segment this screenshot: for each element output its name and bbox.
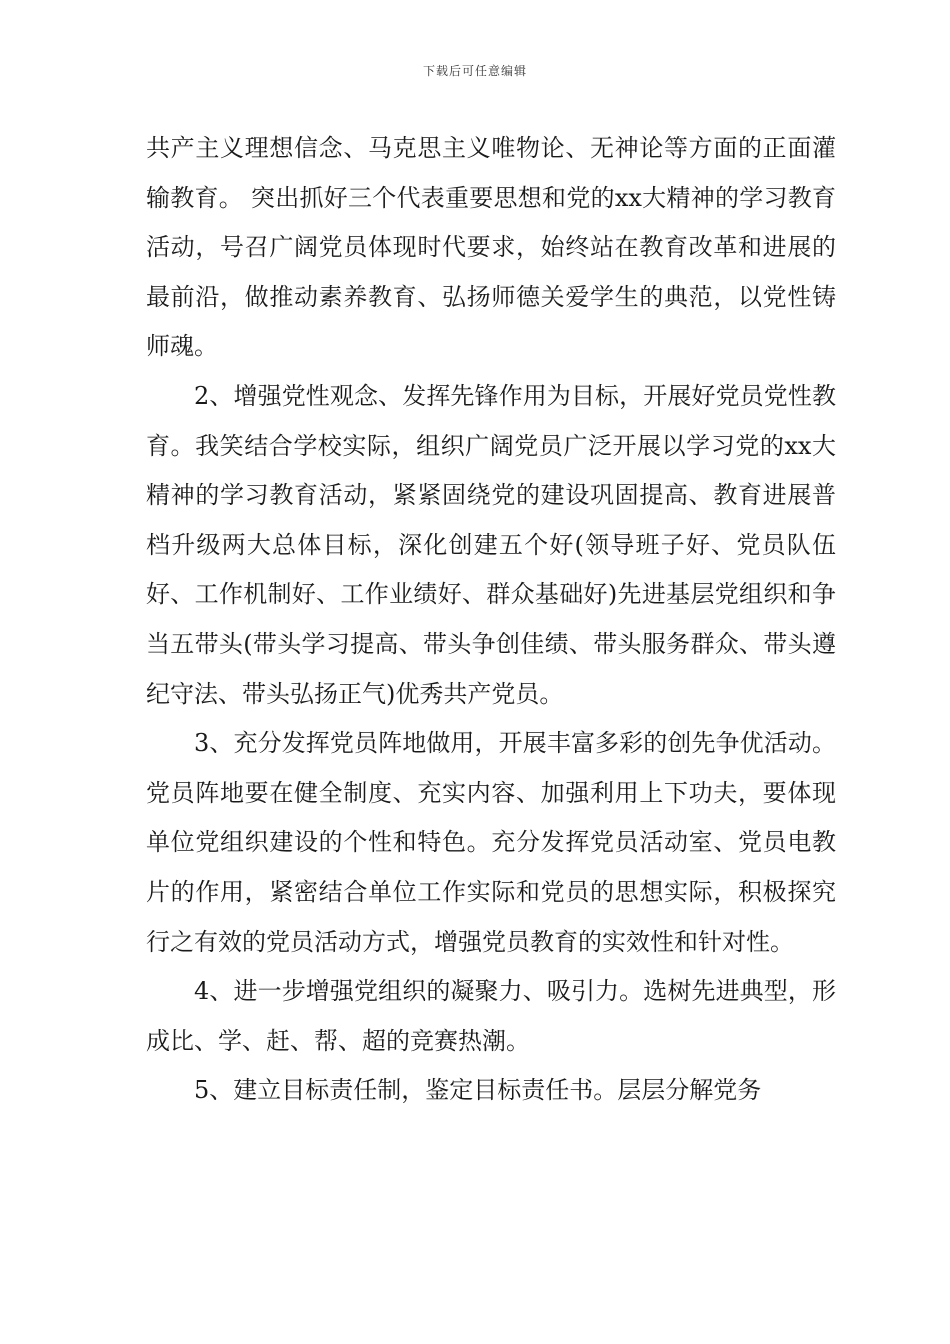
paragraph-2: 2、增强党性观念、发挥先锋作用为目标，开展好党员党性教育。我笑结合学校实际，组织广阔党员广泛开展以学习党的xx大精神的学习教育活动，紧紧固绕党的建设巩固提高、教育进展普档升级两大总体目标，深化创建五个好(领导班子好、党员队伍好、工作机制好、工作业绩好、群众基础好)先进基层党组织和争当五带头(带头学习提高、带头争创佳绩、带头服务群众、带头遵纪守法、带头弘扬正气)优秀共产党员。 (146, 381, 836, 708)
paragraph-5: 5、建立目标责任制，鉴定目标责任书。层层分解党务 (194, 1076, 762, 1105)
page-header: 下载后可任意编辑 (422, 64, 527, 78)
paragraph-3: 3、充分发挥党员阵地做用，开展丰富多彩的创先争优活动。党员阵地要在健全制度、充实内容、加强利用上下功夫，要体现单位党组织建设的个性和特色。充分发挥党员活动室、党员电教片的作用，紧密结合单位工作实际和党员的思想实际，积极探究行之有效的党员活动方式，增强党员教育的实效性和针对性。 (146, 729, 836, 956)
paragraph-1: 共产主义理想信念、马克思主义唯物论、无神论等方面的正面灌输教育。 突出抓好三个代表重要思想和党的xx大精神的学习教育活动，号召广阔党员体现时代要求，始终站在教育改革和进展的最前沿，做推动素养教育、弘扬师德关爱学生的典范，以党性铸师魂。 (146, 134, 836, 361)
paragraph-4: 4、进一步增强党组织的凝聚力、吸引力。选树先进典型，形成比、学、赶、帮、超的竞赛热潮。 (146, 977, 836, 1055)
document-body (146, 124, 836, 1116)
